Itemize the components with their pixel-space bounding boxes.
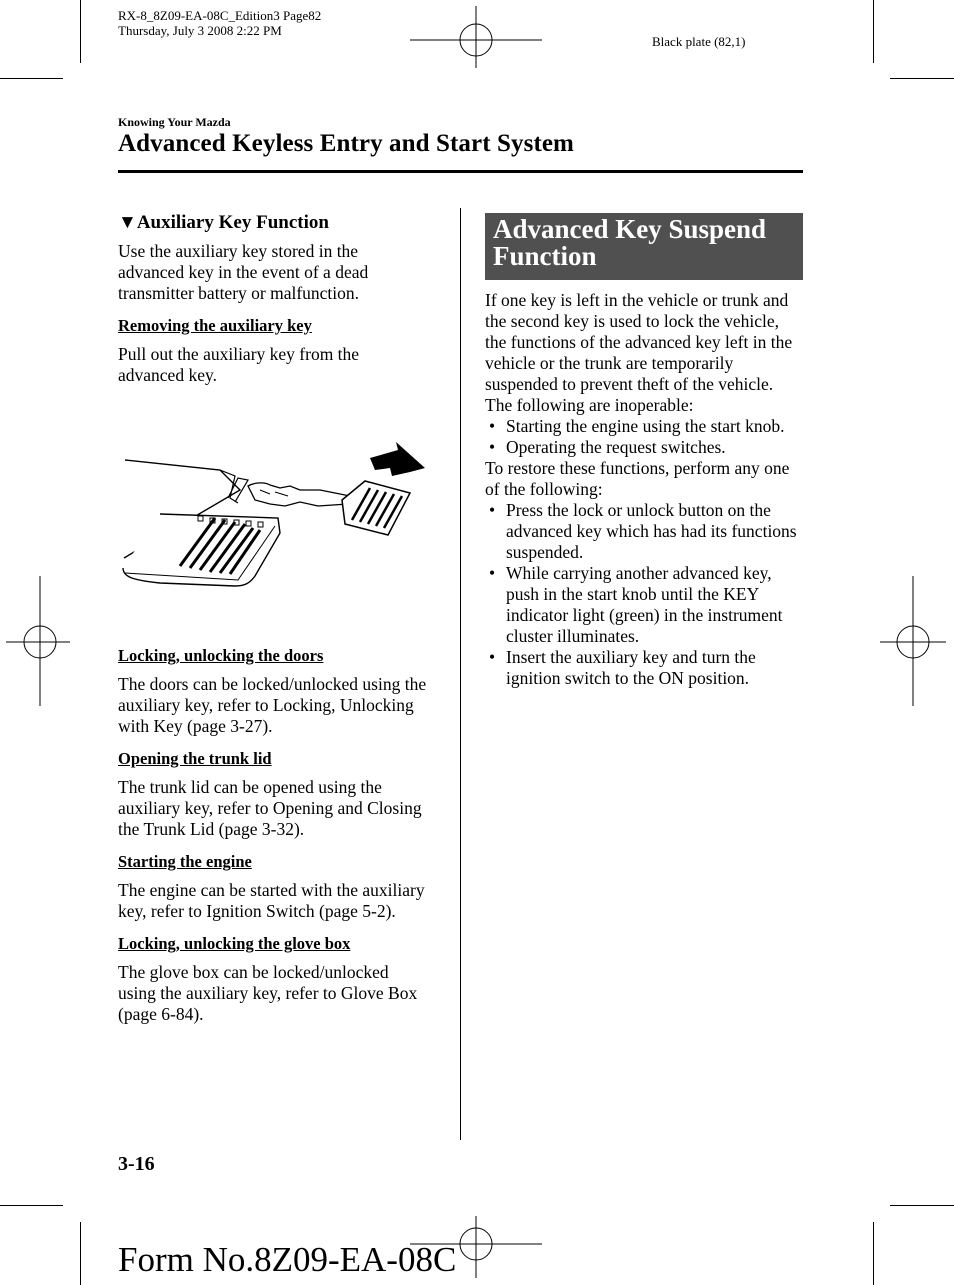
trunk-paragraph: The trunk lid can be opened using the auxiliary key, refer to Opening and Closing the Trunk Lid (page 3-32). <box>118 777 422 839</box>
crop-mark <box>80 1222 81 1285</box>
locking-doors-heading: Locking, unlocking the doors <box>118 646 324 665</box>
locking-doors-paragraph: The doors can be locked/unlocked using the auxiliary key, refer to Locking, Unlocking with Key (page 3-27). <box>118 674 427 736</box>
restore-paragraph: To restore these functions, perform any one of the following: <box>485 458 790 499</box>
registration-mark-left <box>6 576 70 706</box>
print-meta <box>118 8 321 38</box>
crop-mark <box>0 78 63 79</box>
title-rule <box>118 170 803 173</box>
engine-paragraph: The engine can be started with the auxiliary key, refer to Ignition Switch (page 5-2). <box>118 880 425 921</box>
crop-mark <box>890 1205 954 1206</box>
removing-paragraph: Pull out the auxiliary key from the advanced key. <box>118 344 360 385</box>
engine-heading: Starting the engine <box>118 852 252 871</box>
glove-box-heading: Locking, unlocking the glove box <box>118 934 351 953</box>
crop-mark <box>80 0 81 63</box>
print-meta-date: Thursday, July 3 2008 2:22 PM <box>118 23 282 38</box>
section-label: Knowing Your Mazda <box>118 115 231 129</box>
triangle-marker-icon: ▼ <box>118 212 137 233</box>
subsection-heading <box>118 212 428 233</box>
section-title: Advanced Key Suspend Function <box>493 214 767 271</box>
list-item: • Press the lock or unlock button on the advanced key which has had its functions suspended. <box>485 500 803 563</box>
list-item: • While carrying another advanced key, push in the start knob until the KEY indicator light (green) in the instrument cluster illuminates. <box>485 563 803 647</box>
crop-mark <box>0 1205 63 1206</box>
left-column-lower <box>118 645 428 1025</box>
list-item: • Operating the request switches. <box>485 437 803 458</box>
registration-mark-top <box>410 6 542 68</box>
registration-mark-right <box>880 576 946 706</box>
print-meta-file: RX-8_8Z09-EA-08C_Edition3 Page82 <box>118 8 322 23</box>
subsection-title: Auxiliary Key Function <box>136 212 329 233</box>
crop-mark <box>890 78 954 79</box>
list-item: • Starting the engine using the start knob. <box>485 416 803 437</box>
suspend-paragraph: If one key is left in the vehicle or trunk and the second key is used to lock the vehicle, the functions of the advanced key left in the vehicle or the trunk are temporarily suspended to prevent theft of the vehicle. <box>485 290 793 394</box>
left-column <box>118 212 428 386</box>
plate-label: Black plate (82,1) <box>652 34 746 49</box>
crop-mark <box>873 0 874 63</box>
crop-mark <box>873 1222 874 1285</box>
page-title: Advanced Keyless Entry and Start System <box>118 130 574 157</box>
column-divider <box>460 208 461 1140</box>
intro-paragraph: Use the auxiliary key stored in the advanced key in the event of a dead transmitter battery or malfunction. <box>118 241 369 303</box>
removing-heading: Removing the auxiliary key <box>118 316 312 335</box>
restore-list <box>485 500 803 689</box>
list-item: • Insert the auxiliary key and turn the ignition switch to the ON position. <box>485 647 803 689</box>
inoperable-paragraph: The following are inoperable: <box>485 395 694 415</box>
auxiliary-key-removal-illustration <box>120 438 430 593</box>
inoperable-list <box>485 416 803 458</box>
form-number: Form No.8Z09-EA-08C <box>118 1240 457 1279</box>
glove-box-paragraph: The glove box can be locked/unlocked using the auxiliary key, refer to Glove Box (page 6-84). <box>118 962 418 1024</box>
trunk-heading: Opening the trunk lid <box>118 749 272 768</box>
right-column <box>485 290 803 689</box>
section-title-box <box>485 213 803 280</box>
page-number: 3-16 <box>118 1153 155 1175</box>
